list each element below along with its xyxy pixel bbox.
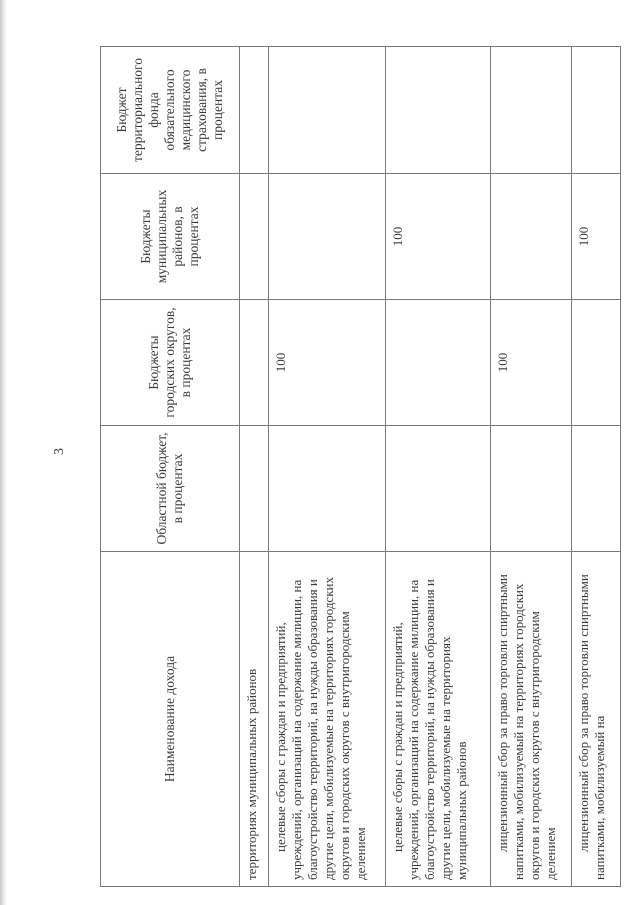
table-row — [269, 47, 386, 887]
scan-edge-shadow — [0, 0, 7, 905]
table-row — [240, 47, 269, 887]
row-municipal-value: 100 — [390, 226, 405, 247]
rotated-content — [40, 0, 620, 895]
header-municipal-budgets: Бюджеты муниципальных районов, в процентах — [101, 174, 240, 300]
row-city-value: 100 — [495, 352, 510, 373]
table-row — [386, 47, 491, 887]
row-city-value: 100 — [273, 352, 288, 373]
header-regional-budget: Областной бюджет, в процентах — [101, 426, 240, 552]
income-distribution-table — [100, 46, 621, 887]
page-number: 3 — [52, 448, 67, 455]
row-income-name: целевые сборы с граждан и предприятий, учреждений, организаций на содержание милиции, на благоустройство территорий, на нужды образования и другие цели, мобилизуемые на территориях городских округов и городских округов с внутригородским делением — [273, 577, 368, 880]
table-header-row — [101, 47, 240, 887]
table-row — [491, 47, 572, 887]
header-city-budgets: Бюджеты городских округов, в процентах — [101, 300, 240, 426]
table-row — [572, 47, 621, 887]
row-income-name: целевые сборы с граждан и предприятий, учреждений, организаций на содержание милиции, на благоустройство территорий, на нужды образования и другие цели, мобилизуемые на территориях муниципальных районов — [390, 579, 469, 880]
header-medical-fund-budget: Бюджет территориального фонда обязательного медицинского страхования, в процентах — [101, 47, 240, 174]
row-income-name: территориях муниципальных районов — [244, 668, 259, 880]
row-income-name: лицензионный сбор за право торговли спиртными напитками, мобилизуемый на — [576, 574, 607, 880]
header-income-name: Наименование дохода — [101, 552, 240, 887]
row-municipal-value: 100 — [576, 226, 591, 247]
row-income-name: лицензионный сбор за право торговли спиртными напитками, мобилизуемый на территориях городских округов и городских округов с внутригородским делением — [495, 574, 558, 880]
